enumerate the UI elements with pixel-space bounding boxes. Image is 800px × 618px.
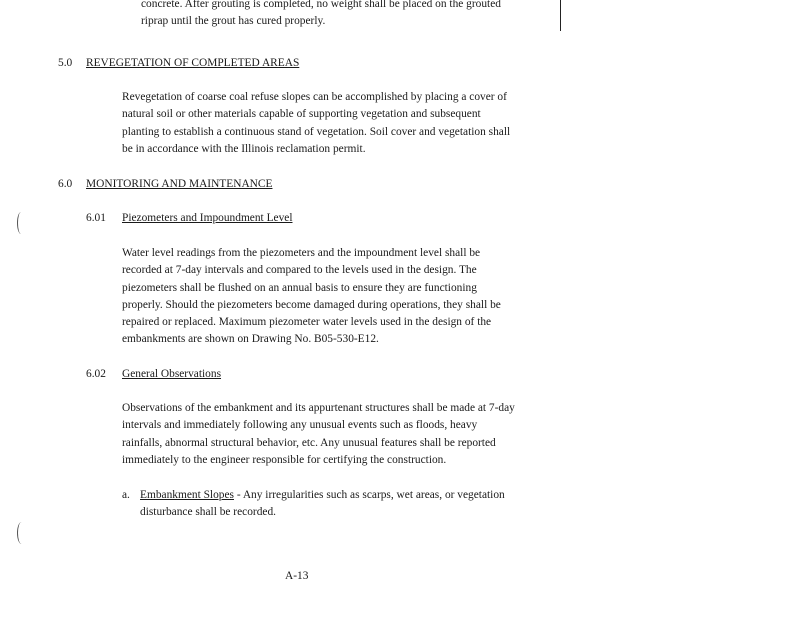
subsection-6-02-paragraph — [122, 400, 515, 469]
paragraph-line: Revegetation of coarse coal refuse slopes can be accomplished by placing a cover of — [122, 91, 507, 103]
subsection-6-02-heading: General Observations — [122, 368, 222, 380]
subsection-6-01-heading: Piezometers and Impoundment Level — [122, 212, 293, 224]
section-5-heading: REVEGETATION OF COMPLETED AREAS — [86, 57, 300, 69]
list-item-a — [140, 487, 505, 504]
binding-hole-mark — [17, 522, 26, 544]
paragraph-line: natural soil or other materials capable of supporting vegetation and subsequent — [122, 108, 481, 121]
section-6-number: 6.0 — [58, 178, 73, 190]
paragraph-line: repaired or replaced. Maximum piezometer water levels used in the design of the — [122, 316, 492, 329]
section-6-heading: MONITORING AND MAINTENANCE — [86, 178, 273, 190]
list-item-a-continuation: disturbance shall be recorded. — [140, 506, 276, 518]
subsection-6-01-paragraph — [122, 245, 501, 349]
paragraph-line: Water level readings from the piezometers and the impoundment level shall be — [122, 247, 481, 259]
section-5-paragraph — [122, 89, 510, 158]
paragraph-line: immediately to the engineer responsible for certifying the construction. — [122, 453, 447, 466]
list-item-a-title: Embankment Slopes — [140, 489, 234, 501]
list-item-a-letter: a. — [122, 489, 130, 501]
page-number: A-13 — [285, 570, 309, 582]
paragraph-line: rainfalls, abnormal structural behavior, etc. Any unusual features shall be reported — [122, 436, 496, 449]
paragraph-line: concrete. After grouting is completed, no weight shall be placed on the grouted — [141, 0, 501, 10]
paragraph-line: recorded at 7-day intervals and compared to the levels used in the design. The — [122, 264, 477, 277]
paragraph-line: planting to establish a continuous stand of vegetation. Soil cover and vegetation shall — [122, 125, 511, 138]
subsection-6-01-number: 6.01 — [86, 212, 106, 224]
paragraph-line: piezometers shall be flushed on an annual basis to ensure they are functioning — [122, 281, 477, 294]
paragraph-line: riprap until the grout has cured properly. — [141, 15, 326, 28]
binding-hole-mark — [17, 212, 25, 234]
section-5-number: 5.0 — [58, 57, 73, 69]
list-item-a-text: - Any irregularities such as scarps, wet areas, or vegetation — [233, 489, 505, 501]
paragraph-line: embankments are shown on Drawing No. B05-530-E12. — [122, 333, 379, 346]
paragraph-line: intervals and immediately following any unusual events such as floods, heavy — [122, 419, 478, 432]
subsection-6-02-number: 6.02 — [86, 368, 106, 380]
margin-rule — [560, 0, 561, 31]
top-paragraph — [141, 0, 501, 31]
paragraph-line: properly. Should the piezometers become damaged during operations, they shall be — [122, 298, 501, 311]
paragraph-line: be in accordance with the Illinois reclamation permit. — [122, 142, 366, 155]
paragraph-line: Observations of the embankment and its appurtenant structures shall be made at 7-day — [122, 402, 515, 414]
